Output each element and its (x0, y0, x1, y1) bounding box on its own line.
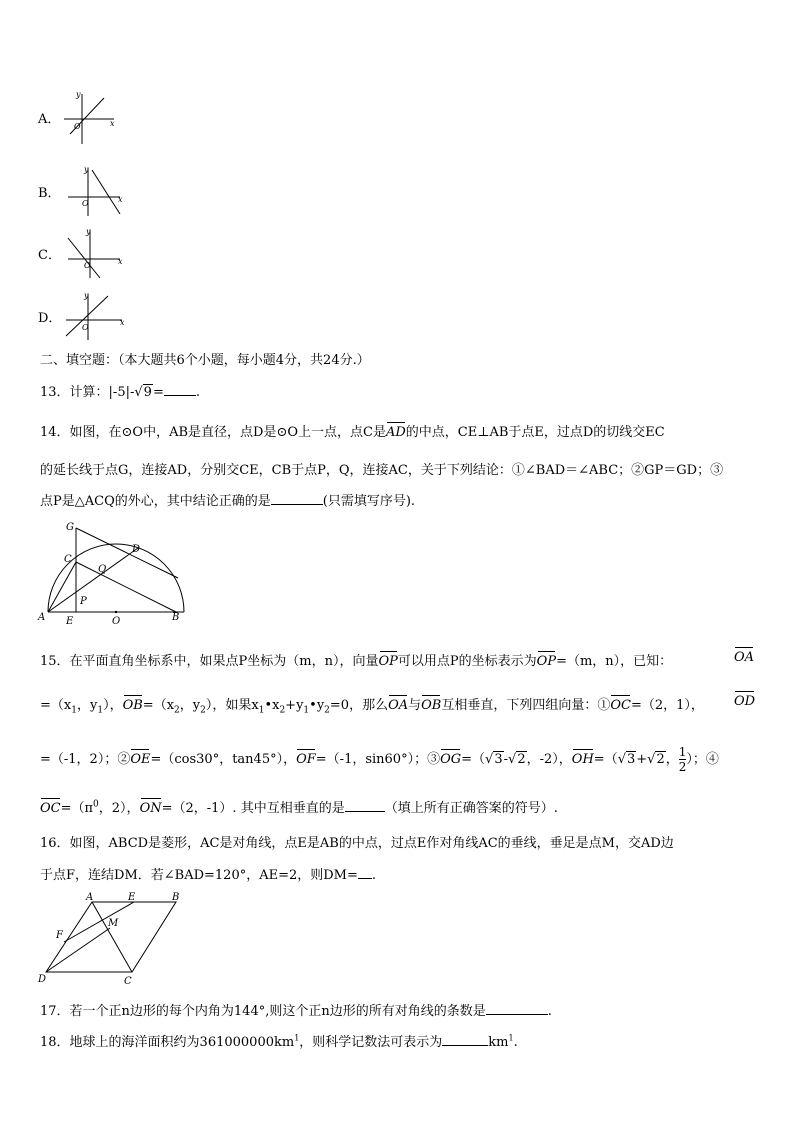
label-c: C (64, 554, 72, 565)
question-15-line-1: 15．在平面直角坐标系中，如果点P坐标为（m，n），向量OP可以用点P的坐标表示为OP=（m，n），已知： (40, 654, 673, 669)
label-d16: D (38, 974, 47, 985)
question-14-line-1: 14．如图，在⊙O中，AB是直径，点D是⊙O上一点，点C是AD的中点，CE⊥AB于点E，过点D的切线交EC (40, 425, 665, 440)
question-18: 18．地球上的海洋面积约为$361000000km^1$，则科学记数法可表示为 $km^1$. (40, 1033, 518, 1050)
option-c-label: C． (38, 248, 61, 263)
option-b-graph (60, 164, 128, 220)
answer-blank-14 (271, 504, 323, 505)
label-e16: E (128, 892, 136, 903)
label-a16: A (86, 892, 94, 903)
sqrt-3: 3 (494, 752, 503, 767)
option-a-origin-label: O (74, 122, 81, 131)
label-m16: M (108, 918, 119, 929)
option-a-graph (60, 88, 120, 150)
option-c-y-label: y (86, 227, 91, 236)
option-b-origin-label: O (82, 199, 89, 208)
sqrt-2: 2 (517, 752, 526, 767)
answer-blank-13 (164, 395, 196, 396)
question-14-line-3: 点P是△ACQ的外心，其中结论正确的是 (只需填写序号). (40, 494, 416, 509)
vector-oe: OE (130, 752, 151, 767)
vector-op-2: OP (536, 654, 557, 669)
figure-16-rhombus (36, 890, 186, 988)
label-d: D (132, 544, 141, 555)
question-16-line-1: 16．如图，ABCD是菱形，AC是对角线，点E是AB的中点，过点E作对角线AC的垂线，垂足是点M，交AD边 (40, 836, 674, 851)
option-d-graph (60, 290, 128, 342)
question-13: 13．计算：|-5|-√9= . (40, 385, 200, 400)
option-c-graph (60, 226, 128, 282)
option-a-y-label: y (76, 90, 81, 99)
answer-blank-15 (345, 811, 385, 812)
vector-od: OD (734, 694, 756, 709)
question-17: 17．若一个正n边形的每个内角为144°,则这个正n边形的所有对角线的条数是 . (40, 1004, 552, 1019)
option-a-x-label: x (110, 119, 115, 128)
vector-oa-2: OA (388, 698, 409, 713)
label-q: Q (98, 564, 107, 575)
option-d-label: D． (38, 311, 62, 326)
vector-op: OP (378, 654, 398, 669)
vector-on: ON (139, 801, 162, 816)
label-g: G (66, 522, 74, 533)
vector-oh: OH (571, 752, 594, 767)
vector-oc-2: OC (40, 801, 61, 816)
question-15-line-4: $OC=(\pi^0$，2），ON=（2，-1）. 其中互相垂直的是 （填上所有正确答案的符号）. (40, 799, 558, 816)
sqrt-3-b: 3 (626, 752, 636, 767)
label-a: A (38, 612, 46, 623)
option-b-y-label: y (84, 165, 89, 174)
question-16-line-2: 于点F，连结DM．若∠BAD=120°，AE=2，则DM= . (40, 868, 377, 883)
option-c-origin-label: O (84, 261, 91, 270)
section-heading: 二、填空题：（本大题共6个小题，每小题4分，共24分.） (40, 353, 370, 368)
question-15-line-3: =（-1，2）；②OE=（cos30°，tan45°），OF=（-1，sin60°）；③OG=（√3-√2，-2），OH=（√3+√2， $\frac{1}{2}$ ）；④ (40, 745, 719, 774)
fraction-one-half: $\frac{1}{2}$ (678, 745, 687, 774)
vector-oc: OC (610, 698, 631, 713)
answer-blank-17 (486, 1014, 548, 1015)
vector-oa: OA (734, 650, 755, 665)
vector-ob-2: OB (421, 698, 442, 713)
vector-of: OF (296, 752, 316, 767)
vector-og: OG (440, 752, 462, 767)
sqrt-9: 9 (143, 385, 152, 400)
option-a-label: A． (38, 112, 61, 127)
label-f16: F (56, 930, 63, 941)
label-b16: B (172, 892, 180, 903)
label-e: E (66, 616, 74, 627)
option-b-label: B． (38, 186, 61, 201)
vector-ob: OB (122, 698, 143, 713)
option-d-y-label: y (84, 291, 89, 300)
answer-blank-18 (442, 1045, 488, 1046)
arc-ad: AD (385, 425, 406, 440)
figure-14-semicircle (36, 518, 186, 630)
option-c-x-label: x (118, 257, 123, 266)
question-15-line-2: $=(x_1$，$y_1$），$OB=(x_2$，$y_2$），如果$x_1•x_2+y_1•y_2=0$，那么OA与OB互相垂直，下列四组向量：①OC=（2，1）， (40, 698, 704, 716)
label-o: O (112, 616, 121, 627)
label-p: P (80, 596, 87, 607)
option-b-x-label: x (118, 195, 123, 204)
option-d-x-label: x (120, 318, 125, 327)
question-14-line-2: 的延长线于点G，连接AD，分别交CE，CB于点P，Q，连接AC，关于下列结论：①∠BAD＝∠ABC；②GP＝GD；③ (40, 463, 724, 478)
sqrt-2-b: 2 (656, 752, 665, 767)
label-c16: C (124, 976, 132, 987)
option-d-origin-label: O (82, 323, 89, 332)
label-b: B (172, 612, 180, 623)
answer-blank-16 (358, 878, 372, 879)
